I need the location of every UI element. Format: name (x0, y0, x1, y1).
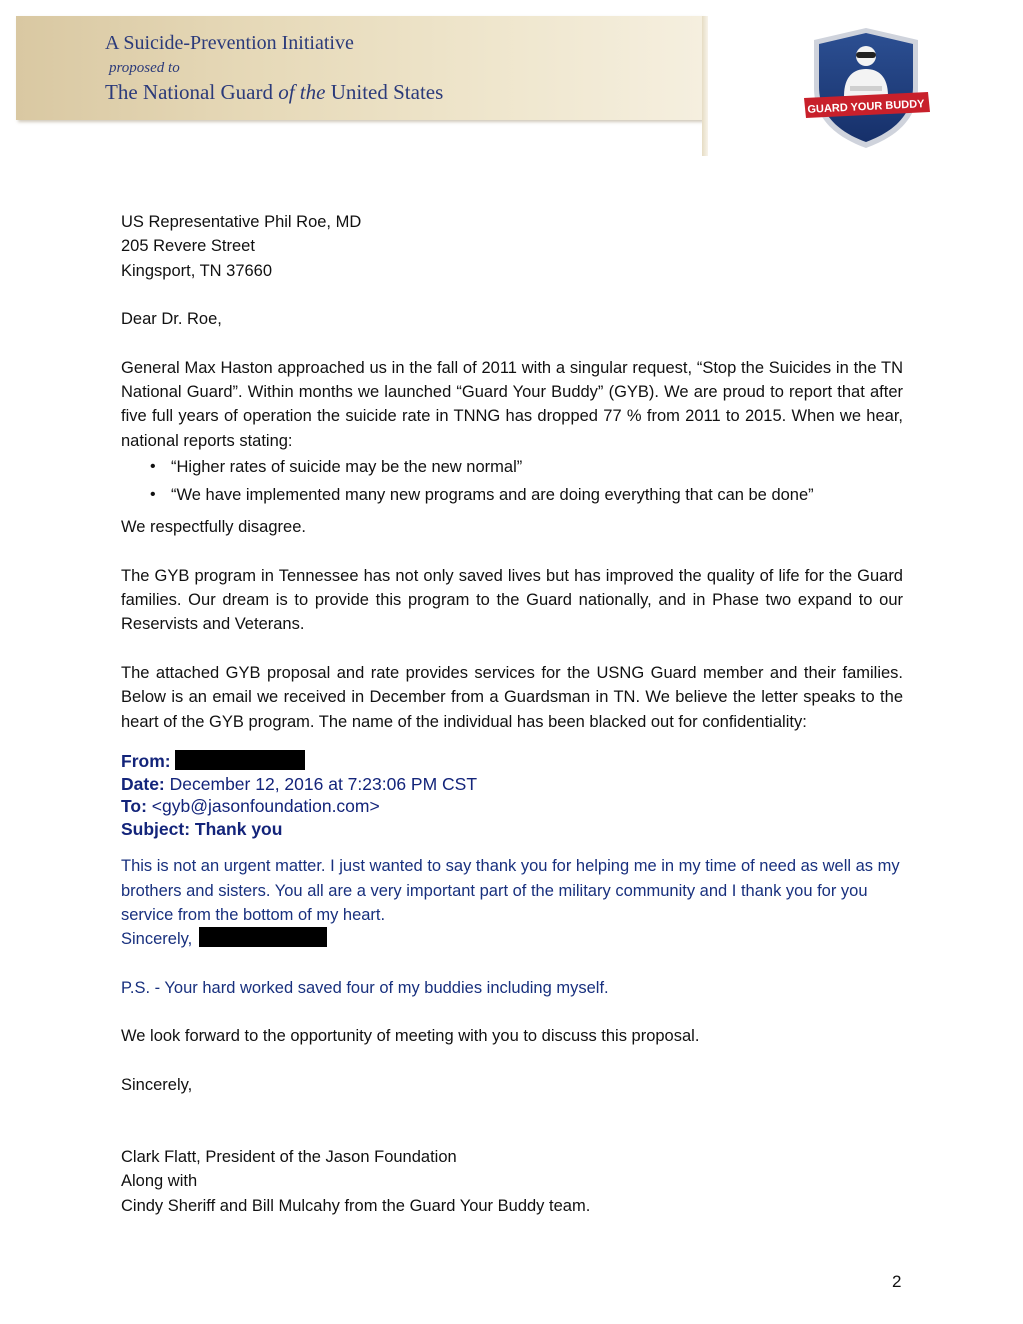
header-banner (16, 16, 702, 120)
list-item: • “We have implemented many new programs and are doing everything that can be done” (171, 481, 903, 509)
banner-recipient: The National Guard of the United States (105, 80, 444, 104)
signature-name: Clark Flatt, President of the Jason Foundation (121, 1147, 457, 1166)
email-header (121, 750, 903, 840)
quote-list (121, 453, 903, 509)
redaction-bar (175, 750, 305, 770)
email-ps: P.S. - Your hard worked saved four of my buddies including myself. (121, 978, 609, 997)
paragraph-proposal: The attached GYB proposal and rate provides services for the USNG Guard member and their families. Below is an email we received in December from a Guardsman in TN. We believe the letter speaks to the heart of the GYB program. The name of the individual has been blacked out for confidentiality: (121, 663, 903, 731)
closing-line: We look forward to the opportunity of meeting with you to discuss this proposal. (121, 1027, 700, 1046)
paragraph-program: The GYB program in Tennessee has not only saved lives but has improved the quality of life for the Guard families. Our dream is to provide this program to the Guard nationally, and in Phase two expand to our Reservists and Veterans. (121, 566, 903, 634)
signature-along: Along with (121, 1172, 198, 1191)
banner-title: A Suicide-Prevention Initiative (105, 32, 354, 54)
email-subject: Subject: Thank you (121, 818, 283, 839)
email-from: From: (121, 750, 903, 773)
paragraph-intro: General Max Haston approached us in the fall of 2011 with a singular request, “Stop the Suicides in the TN National Guard”. Within months we launched “Guard Your Buddy” (GYB). We are proud to report that after five full years of operation the suicide rate in TNNG has dropped 77 % from 2011 to 2015. When we hear, national reports stating: (121, 358, 903, 450)
banner-subtitle: proposed to (109, 60, 180, 76)
email-message: This is not an urgent matter. I just wanted to say thank you for helping me in my time of need as well as my brothers and sisters. You all are a very important part of the military community and I thank you for you service from the bottom of my heart. (121, 857, 900, 924)
salutation: Dear Dr. Roe, (121, 310, 222, 329)
page-number: 2 (892, 1272, 902, 1291)
guard-your-buddy-logo (802, 24, 930, 152)
recipient-street: 205 Revere Street (121, 237, 255, 256)
email-to: To: <gyb@jasonfoundation.com> (121, 796, 380, 817)
recipient-city: Kingsport, TN 37660 (121, 261, 273, 280)
paragraph-disagree: We respectfully disagree. (121, 518, 306, 537)
logo-text: GUARD YOUR BUDDY (807, 98, 925, 116)
email-date: Date: December 12, 2016 at 7:23:06 PM CST (121, 773, 478, 794)
list-item: • “Higher rates of suicide may be the new normal” (171, 453, 903, 481)
email-body (121, 854, 903, 1000)
recipient-name: US Representative Phil Roe, MD (121, 213, 362, 231)
email-signoff: Sincerely, (121, 927, 903, 951)
closing: Sincerely, (121, 1075, 193, 1094)
signature-team: Cindy Sheriff and Bill Mulcahy from the Guard Your Buddy team. (121, 1196, 591, 1215)
letter-body (121, 210, 903, 1218)
redaction-bar (199, 927, 327, 947)
